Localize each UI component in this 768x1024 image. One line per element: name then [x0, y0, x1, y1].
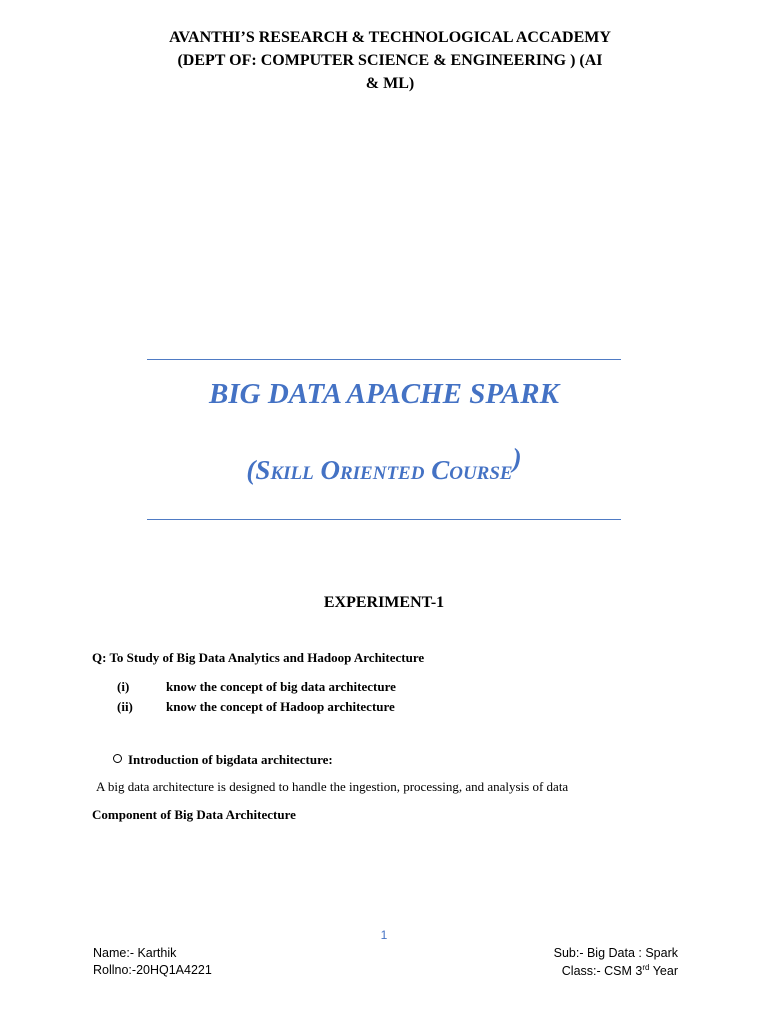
- experiment-heading: EXPERIMENT-1: [323, 594, 445, 611]
- subtitle-word-2-first: O: [320, 455, 340, 485]
- list-item-text: know the concept of Hadoop architecture: [166, 699, 395, 714]
- title-bottom-rule: [147, 519, 621, 520]
- footer-rollno: Rollno:-20HQ1A4221: [93, 963, 212, 977]
- intro-heading: [113, 752, 333, 768]
- subtitle-word-3-rest: ourse: [449, 455, 513, 485]
- question: Q: To Study of Big Data Analytics and Hadoop Architecture: [92, 650, 425, 665]
- footer-class-sup: rd: [642, 963, 650, 972]
- list-item: [117, 699, 395, 715]
- list-item-number: (i): [117, 679, 130, 694]
- footer-class-prefix: Class:- CSM 3: [561, 964, 643, 979]
- subtitle-word-3-first: C: [431, 455, 450, 485]
- course-subtitle: [0, 443, 768, 486]
- college-header: [120, 26, 660, 95]
- intro-heading-text: Introduction of bigdata architecture:: [128, 752, 333, 767]
- footer-class: [562, 963, 678, 978]
- footer-class-suffix: Year: [649, 964, 678, 979]
- subtitle-open-paren: (: [246, 455, 256, 485]
- footer-name: Name:- Karthik: [93, 946, 177, 960]
- component-heading: Component of Big Data Architecture: [92, 807, 296, 822]
- footer-subject: Sub:- Big Data : Spark: [553, 946, 678, 960]
- header-line-2: (DEPT OF: COMPUTER SCIENCE & ENGINEERING ) (AI: [177, 52, 603, 69]
- circle-bullet-icon: [113, 754, 122, 763]
- subtitle-close-paren: ): [512, 443, 522, 473]
- subtitle-word-1-first: S: [255, 455, 271, 485]
- title-top-rule: [147, 359, 621, 360]
- list-item-number: (ii): [117, 699, 133, 714]
- header-line-1: AVANTHI’S RESEARCH & TECHNOLOGICAL ACCADEMY: [169, 29, 611, 46]
- intro-paragraph: A big data architecture is designed to handle the ingestion, processing, and analysis of data: [96, 779, 569, 794]
- subtitle-word-1-rest: kill: [270, 455, 314, 485]
- header-line-3: & ML): [365, 75, 415, 92]
- course-title: BIG DATA APACHE SPARK: [209, 378, 559, 410]
- subtitle-word-2-rest: riented: [339, 455, 425, 485]
- list-item-text: know the concept of big data architecture: [166, 679, 396, 694]
- page-number: 1: [380, 928, 388, 942]
- list-item: [117, 679, 396, 695]
